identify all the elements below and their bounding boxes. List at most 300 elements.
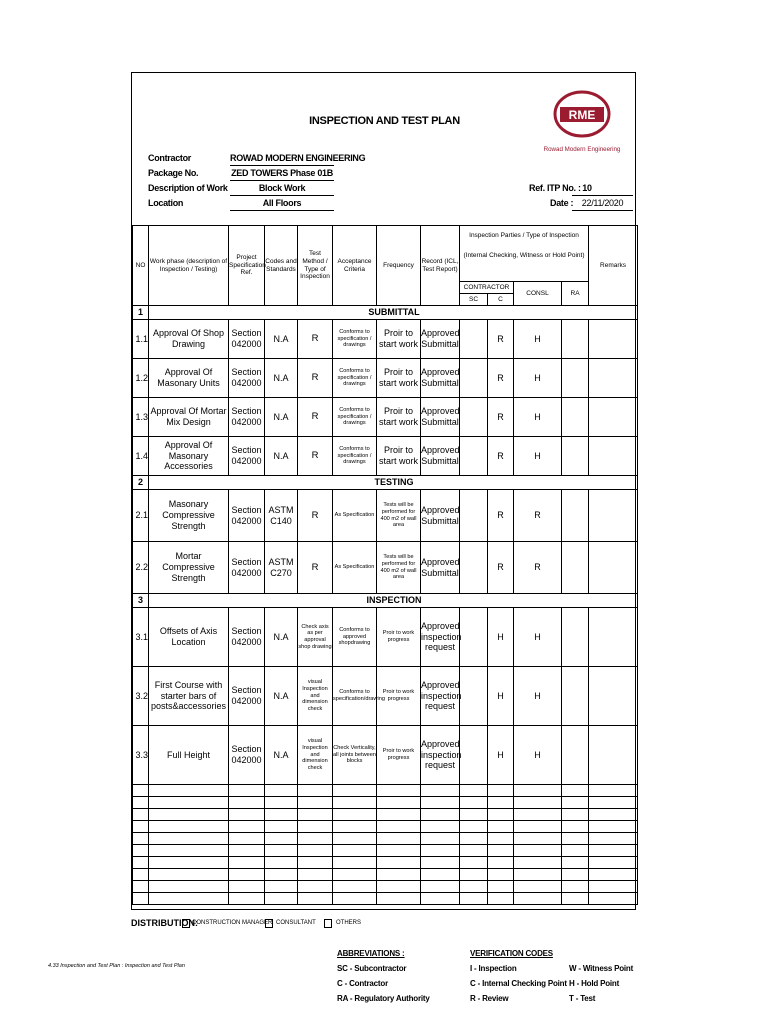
empty-cell <box>133 869 149 881</box>
section-number: 3 <box>133 594 149 608</box>
empty-cell <box>460 893 488 905</box>
empty-cell <box>421 833 460 845</box>
empty-cell <box>562 881 589 893</box>
empty-cell <box>589 821 638 833</box>
empty-cell <box>377 869 421 881</box>
abbreviations-title: ABBREVIATIONS : <box>337 949 405 958</box>
date-label: Date : <box>550 198 574 208</box>
empty-cell <box>133 881 149 893</box>
row-sc <box>460 490 488 542</box>
row-record: Approved Submittal <box>421 542 460 594</box>
empty-cell <box>589 857 638 869</box>
row-remarks <box>589 490 638 542</box>
distribution-option-consultant: CONSULTANT <box>276 920 316 926</box>
row-ra <box>562 542 589 594</box>
itp-table-body <box>133 306 638 905</box>
empty-cell <box>149 797 229 809</box>
row-test-method: R <box>298 542 333 594</box>
empty-cell <box>514 785 562 797</box>
empty-cell <box>149 821 229 833</box>
col-parties <box>460 226 589 282</box>
logo-caption: Rowad Modern Engineering <box>543 146 621 153</box>
row-work-phase: Approval Of Masonary Accessories <box>149 437 229 476</box>
row-spec-ref: Section 042000 <box>229 667 265 726</box>
row-codes: ASTM C270 <box>265 542 298 594</box>
row-codes: N.A <box>265 398 298 437</box>
document-title: INSPECTION AND TEST PLAN <box>309 115 460 127</box>
abbreviation-item: RA - Regulatory Authority <box>337 994 430 1003</box>
empty-cell <box>514 821 562 833</box>
empty-cell <box>298 869 333 881</box>
empty-cell <box>460 881 488 893</box>
empty-cell <box>377 893 421 905</box>
empty-row <box>133 845 638 857</box>
empty-cell <box>421 785 460 797</box>
table-row <box>133 490 638 542</box>
row-consl: H <box>514 667 562 726</box>
empty-cell <box>562 845 589 857</box>
empty-cell <box>149 869 229 881</box>
verification-title: VERIFICATION CODES <box>470 949 553 958</box>
row-frequency: Proir to start work <box>377 359 421 398</box>
empty-cell <box>377 809 421 821</box>
abbreviation-item: C - Contractor <box>337 979 388 988</box>
empty-cell <box>377 857 421 869</box>
empty-row <box>133 821 638 833</box>
col-no: NO <box>133 226 149 306</box>
empty-cell <box>333 857 377 869</box>
empty-cell <box>421 797 460 809</box>
row-work-phase: Masonary Compressive Strength <box>149 490 229 542</box>
empty-cell <box>149 881 229 893</box>
empty-cell <box>333 785 377 797</box>
row-sc <box>460 437 488 476</box>
empty-row <box>133 893 638 905</box>
col-sc: SC <box>460 294 488 306</box>
empty-cell <box>421 881 460 893</box>
col-consl: CONSL <box>514 282 562 306</box>
row-ra <box>562 437 589 476</box>
col-c: C <box>488 294 514 306</box>
empty-cell <box>229 797 265 809</box>
date-value: 22/11/2020 <box>581 198 624 208</box>
col-parties-title: Inspection Parties / Type of Inspection <box>469 232 579 239</box>
row-work-phase: First Course with starter bars of posts&accessories <box>149 667 229 726</box>
empty-row <box>133 869 638 881</box>
empty-row <box>133 797 638 809</box>
empty-cell <box>488 797 514 809</box>
empty-cell <box>460 785 488 797</box>
row-work-phase: Approval Of Mortar Mix Design <box>149 398 229 437</box>
row-spec-ref: Section 042000 <box>229 398 265 437</box>
table-row <box>133 398 638 437</box>
row-number: 1.1 <box>133 320 149 359</box>
verification-code: I - Inspection <box>470 964 517 973</box>
package-value: ZED TOWERS Phase 01B <box>231 168 333 178</box>
empty-cell <box>265 881 298 893</box>
section-name: INSPECTION <box>149 594 638 608</box>
empty-cell <box>460 869 488 881</box>
col-ra: RA <box>562 282 589 306</box>
row-number: 3.1 <box>133 608 149 667</box>
verification-code: W - Witness Point <box>569 964 634 973</box>
description-value: Block Work <box>258 183 306 193</box>
empty-cell <box>514 893 562 905</box>
empty-cell <box>589 833 638 845</box>
col-frequency: Frequency <box>377 226 421 306</box>
empty-cell <box>265 869 298 881</box>
itp-sheet <box>131 72 636 910</box>
row-record: Approved Submittal <box>421 398 460 437</box>
distribution-option-others: OTHERS <box>336 920 362 926</box>
empty-cell <box>460 821 488 833</box>
empty-cell <box>229 785 265 797</box>
empty-cell <box>377 881 421 893</box>
empty-cell <box>514 869 562 881</box>
table-row <box>133 359 638 398</box>
section-number: 2 <box>133 476 149 490</box>
table-row <box>133 608 638 667</box>
row-spec-ref: Section 042000 <box>229 542 265 594</box>
row-test-method: Check axis as per approval shop drawing <box>298 608 333 667</box>
row-spec-ref: Section 042000 <box>229 490 265 542</box>
row-consl: R <box>514 542 562 594</box>
row-spec-ref: Section 042000 <box>229 608 265 667</box>
row-record: Approved Submittal <box>421 359 460 398</box>
row-remarks <box>589 437 638 476</box>
empty-cell <box>377 845 421 857</box>
row-acceptance: Conforms to approved shopdrawing <box>333 608 377 667</box>
row-record: Approved inspection request <box>421 608 460 667</box>
row-remarks <box>589 320 638 359</box>
verification-code: C - Internal Checking Point <box>470 979 567 988</box>
empty-cell <box>488 821 514 833</box>
empty-cell <box>265 821 298 833</box>
row-acceptance: Conforms to specification / drawings <box>333 437 377 476</box>
row-test-method: visual Inspection and dimension check <box>298 726 333 785</box>
empty-cell <box>514 833 562 845</box>
row-frequency: Proir to work progress <box>377 608 421 667</box>
empty-cell <box>298 785 333 797</box>
empty-cell <box>377 797 421 809</box>
empty-cell <box>488 893 514 905</box>
location-value: All Floors <box>262 198 302 208</box>
empty-cell <box>229 845 265 857</box>
row-codes: ASTM C140 <box>265 490 298 542</box>
empty-cell <box>333 833 377 845</box>
empty-cell <box>298 833 333 845</box>
empty-cell <box>298 893 333 905</box>
empty-cell <box>562 785 589 797</box>
empty-row <box>133 833 638 845</box>
empty-row <box>133 809 638 821</box>
empty-cell <box>133 857 149 869</box>
itp-table <box>132 225 638 905</box>
row-ra <box>562 359 589 398</box>
empty-cell <box>488 785 514 797</box>
empty-cell <box>562 893 589 905</box>
empty-cell <box>562 821 589 833</box>
empty-cell <box>421 809 460 821</box>
empty-cell <box>149 845 229 857</box>
row-ra <box>562 726 589 785</box>
row-record: Approved inspection request <box>421 667 460 726</box>
row-number: 2.2 <box>133 542 149 594</box>
empty-cell <box>149 785 229 797</box>
empty-cell <box>333 893 377 905</box>
row-test-method: R <box>298 398 333 437</box>
row-number: 1.4 <box>133 437 149 476</box>
row-consl: H <box>514 437 562 476</box>
row-test-method: R <box>298 320 333 359</box>
row-sc <box>460 667 488 726</box>
row-consl: R <box>514 490 562 542</box>
row-sc <box>460 359 488 398</box>
row-frequency: Proir to start work <box>377 437 421 476</box>
empty-cell <box>488 809 514 821</box>
checkbox-consultant[interactable] <box>265 919 273 928</box>
row-acceptance: Conforms to specification / drawings <box>333 398 377 437</box>
distribution-option-construction-manager: CONSTRUCTION MANAGER <box>192 920 273 926</box>
empty-cell <box>460 833 488 845</box>
row-remarks <box>589 726 638 785</box>
row-frequency: Proir to start work <box>377 320 421 359</box>
row-acceptance: Conforms to specification / drawings <box>333 359 377 398</box>
row-number: 3.2 <box>133 667 149 726</box>
empty-cell <box>133 893 149 905</box>
row-consl: H <box>514 608 562 667</box>
col-work-phase: Work phase (description of Inspection / Testing) <box>149 226 229 306</box>
empty-cell <box>589 845 638 857</box>
col-test-method: Test Method / Type of Inspection <box>298 226 333 306</box>
row-ra <box>562 490 589 542</box>
table-row <box>133 667 638 726</box>
empty-cell <box>229 809 265 821</box>
verification-code: H - Hold Point <box>569 979 620 988</box>
empty-cell <box>460 845 488 857</box>
rme-logo <box>541 85 623 160</box>
empty-row <box>133 785 638 797</box>
empty-cell <box>589 869 638 881</box>
row-number: 1.3 <box>133 398 149 437</box>
col-codes: Codes and Standards <box>265 226 298 306</box>
empty-cell <box>421 821 460 833</box>
empty-cell <box>589 797 638 809</box>
row-ra <box>562 320 589 359</box>
empty-cell <box>333 821 377 833</box>
row-test-method: visual Inspection and dimension check <box>298 667 333 726</box>
row-test-method: R <box>298 437 333 476</box>
row-spec-ref: Section 042000 <box>229 437 265 476</box>
row-remarks <box>589 542 638 594</box>
row-work-phase: Offsets of Axis Location <box>149 608 229 667</box>
empty-cell <box>265 857 298 869</box>
row-work-phase: Approval Of Masonary Units <box>149 359 229 398</box>
ref-value: 10 <box>582 183 592 193</box>
empty-cell <box>333 797 377 809</box>
col-record: Record (ICL, Test Report) <box>421 226 460 306</box>
empty-cell <box>589 809 638 821</box>
table-row <box>133 542 638 594</box>
empty-cell <box>377 833 421 845</box>
empty-cell <box>421 893 460 905</box>
empty-cell <box>562 857 589 869</box>
empty-cell <box>229 881 265 893</box>
empty-cell <box>133 809 149 821</box>
empty-cell <box>460 809 488 821</box>
empty-cell <box>562 833 589 845</box>
row-frequency: Proir to work progress <box>377 726 421 785</box>
row-acceptance: Conforms to specification / drawings <box>333 320 377 359</box>
section-name: TESTING <box>149 476 638 490</box>
row-ra <box>562 667 589 726</box>
row-c: R <box>488 542 514 594</box>
empty-cell <box>589 785 638 797</box>
empty-cell <box>229 893 265 905</box>
row-ra <box>562 398 589 437</box>
empty-cell <box>133 821 149 833</box>
row-record: Approved Submittal <box>421 320 460 359</box>
row-consl: H <box>514 726 562 785</box>
empty-cell <box>421 857 460 869</box>
empty-cell <box>265 797 298 809</box>
empty-cell <box>562 809 589 821</box>
abbreviation-item: SC - Subcontractor <box>337 964 407 973</box>
row-codes: N.A <box>265 437 298 476</box>
empty-cell <box>229 833 265 845</box>
empty-cell <box>377 785 421 797</box>
row-consl: H <box>514 359 562 398</box>
checkbox-others[interactable] <box>324 919 332 928</box>
row-work-phase: Mortar Compressive Strength <box>149 542 229 594</box>
row-acceptance: Check Verticality, all joints between blocks <box>333 726 377 785</box>
row-codes: N.A <box>265 667 298 726</box>
empty-cell <box>265 893 298 905</box>
row-acceptance: As Specification <box>333 490 377 542</box>
row-c: H <box>488 726 514 785</box>
package-label: Package No. <box>148 168 199 178</box>
empty-cell <box>562 797 589 809</box>
empty-cell <box>333 845 377 857</box>
empty-cell <box>265 785 298 797</box>
row-frequency: Tests will be performed for 400 m2 of wall area <box>377 542 421 594</box>
row-consl: H <box>514 320 562 359</box>
description-label: Description of Work <box>148 183 228 193</box>
col-project-spec: Project Specification Ref. <box>229 226 265 306</box>
empty-cell <box>133 785 149 797</box>
section-row <box>133 306 638 320</box>
row-frequency: Tests will be performed for 400 m2 of wall area <box>377 490 421 542</box>
row-sc <box>460 608 488 667</box>
row-c: H <box>488 667 514 726</box>
empty-cell <box>265 845 298 857</box>
empty-cell <box>589 881 638 893</box>
row-spec-ref: Section 042000 <box>229 320 265 359</box>
row-work-phase: Full Height <box>149 726 229 785</box>
row-number: 2.1 <box>133 490 149 542</box>
empty-row <box>133 857 638 869</box>
empty-cell <box>488 869 514 881</box>
empty-cell <box>298 845 333 857</box>
row-c: R <box>488 359 514 398</box>
row-codes: N.A <box>265 320 298 359</box>
ref-label: Ref. ITP No. : <box>529 183 581 193</box>
empty-cell <box>377 821 421 833</box>
empty-cell <box>488 881 514 893</box>
row-record: Approved Submittal <box>421 490 460 542</box>
page-footnote: 4.33 Inspection and Test Plan : Inspection and Test Plan <box>48 963 185 969</box>
empty-cell <box>298 809 333 821</box>
row-codes: N.A <box>265 608 298 667</box>
col-acceptance: Acceptance Criteria <box>333 226 377 306</box>
checkbox-construction-manager[interactable] <box>182 919 190 928</box>
col-remarks: Remarks <box>589 226 638 306</box>
location-label: Location <box>148 198 184 208</box>
row-frequency: Proir to start work <box>377 398 421 437</box>
row-sc <box>460 398 488 437</box>
empty-cell <box>589 893 638 905</box>
row-ra <box>562 608 589 667</box>
table-row <box>133 437 638 476</box>
col-parties-subtitle: (Internal Checking, Witness or Hold Point) <box>463 251 585 259</box>
empty-cell <box>133 797 149 809</box>
empty-cell <box>488 857 514 869</box>
empty-cell <box>133 845 149 857</box>
empty-cell <box>514 881 562 893</box>
row-c: R <box>488 437 514 476</box>
empty-cell <box>333 809 377 821</box>
row-c: R <box>488 490 514 542</box>
row-sc <box>460 320 488 359</box>
empty-cell <box>229 869 265 881</box>
section-name: SUBMITTAL <box>149 306 638 320</box>
empty-cell <box>149 809 229 821</box>
row-sc <box>460 542 488 594</box>
empty-cell <box>488 845 514 857</box>
row-acceptance: As Specification <box>333 542 377 594</box>
empty-cell <box>149 857 229 869</box>
row-work-phase: Approval Of Shop Drawing <box>149 320 229 359</box>
empty-cell <box>514 809 562 821</box>
section-row <box>133 594 638 608</box>
empty-row <box>133 881 638 893</box>
col-contractor: CONTRACTOR <box>460 282 514 294</box>
table-row <box>133 726 638 785</box>
row-c: R <box>488 320 514 359</box>
empty-cell <box>298 881 333 893</box>
empty-cell <box>298 797 333 809</box>
verification-code: T - Test <box>569 994 596 1003</box>
empty-cell <box>514 857 562 869</box>
row-record: Approved inspection request <box>421 726 460 785</box>
row-spec-ref: Section 042000 <box>229 726 265 785</box>
empty-cell <box>460 797 488 809</box>
row-codes: N.A <box>265 359 298 398</box>
row-frequency: Proir to work progress <box>377 667 421 726</box>
distribution-label: DISTRIBUTION: <box>131 918 198 928</box>
contractor-label: Contractor <box>148 153 192 163</box>
empty-cell <box>149 893 229 905</box>
row-c: H <box>488 608 514 667</box>
empty-cell <box>421 869 460 881</box>
row-number: 3.3 <box>133 726 149 785</box>
row-consl: H <box>514 398 562 437</box>
empty-cell <box>460 857 488 869</box>
logo-text: RME <box>568 108 596 122</box>
empty-cell <box>514 797 562 809</box>
empty-cell <box>265 809 298 821</box>
row-test-method: R <box>298 490 333 542</box>
